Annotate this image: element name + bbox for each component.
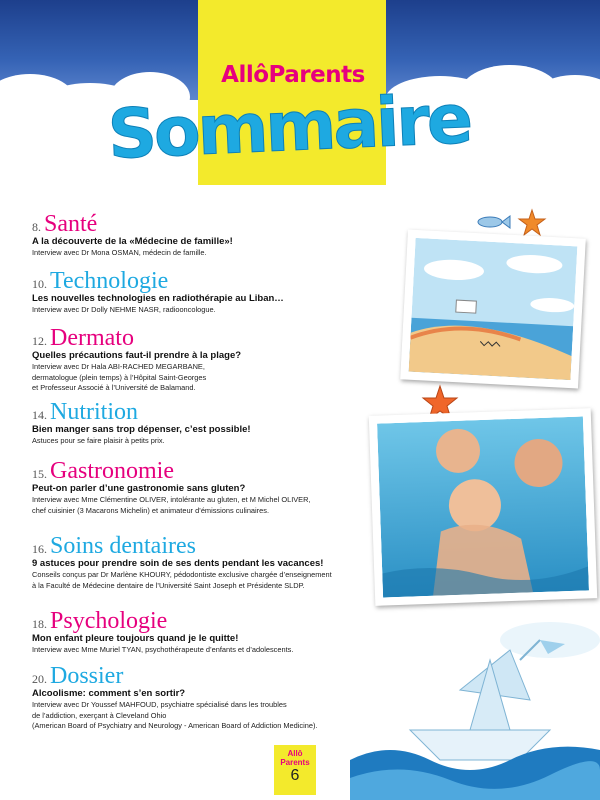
section-page-number: 12. [32,334,47,348]
section-description-line: dermatologue (plein temps) à l’Hôpital Saint-Georges [32,372,207,382]
kids-underwater-photo [369,408,597,606]
section-title: Psychologie [50,608,168,634]
footer-logo-line1: Allô [287,749,303,758]
section-description-line: Interview avec Dr Dolly NEHME NASR, radiooncologue. [32,305,216,314]
section-page-number: 8. [32,220,41,234]
section-page-number: 18. [32,617,47,631]
section-title: Soins dentaires [50,533,196,559]
footer-logo-line2: Parents [280,758,310,767]
section-heading [32,609,293,633]
section-page-number: 10. [32,277,47,291]
magazine-logo: AllôParents [221,62,365,88]
section-page-number: 15. [32,467,47,481]
page-title: Sommaire [106,80,472,175]
toc-section [32,534,332,591]
section-description-line: Interview avec Dr Mona OSMAN, médecin de famille. [32,248,207,257]
toc-section [32,609,293,656]
section-title: Santé [44,211,98,237]
section-subtitle: Quelles précautions faut-il prendre à la plage? [32,350,242,361]
section-title: Technologie [50,268,169,294]
section-page-number: 16. [32,542,47,556]
section-subtitle: Peut-on parler d’une gastronomie sans gluten? [32,483,246,494]
section-description-line: à la Faculté de Médecine dentaire de l’Université Saint Joseph et Présidente SLDP. [32,580,305,590]
section-title: Gastronomie [50,458,174,484]
section-description-line: Interview avec Dr Youssef MAHFOUD, psychiatre spécialisé dans les troubles [32,700,287,709]
section-description-line: chef cuisinier (3 Macarons Michelin) et animateur d’émissions culinaires. [32,505,270,515]
section-subtitle: Les nouvelles technologies en radiothérapie au Liban… [32,293,284,304]
section-description-line: Interview avec Mme Clémentine OLIVER, intolérante au gluten, et M Michel OLIVER, [32,495,311,504]
beach-illustration [400,229,586,388]
section-subtitle: A la découverte de la «Médecine de famille»! [32,236,233,247]
section-description-line: Interview avec Dr Hala ABI-RACHED MEGARBANE, [32,362,205,371]
section-title: Dossier [50,663,124,689]
section-heading [32,212,233,236]
section-heading [32,459,311,483]
toc-section [32,269,284,316]
section-heading [32,534,332,558]
toc-section [32,664,318,732]
section-description-line: Interview avec Mme Muriel TYAN, psychothérapeute d’enfants et d’adolescents. [32,645,294,654]
section-heading [32,664,318,688]
section-heading [32,400,251,424]
paper-boat-sea-decoration [350,620,600,800]
section-title: Dermato [50,325,134,351]
toc-section [32,459,311,516]
section-subtitle: Alcoolisme: comment s’en sortir? [32,688,186,699]
section-description-line: Conseils conçus par Dr Marlène KHOURY, pédodontiste exclusive chargée d’enseignement [32,570,332,579]
page-number-badge [274,745,316,795]
section-subtitle: 9 astuces pour prendre soin de ses dents pendant les vacances! [32,558,324,569]
section-description-line: et Professeur Associé à l’Université de Balamand. [32,383,196,392]
section-heading [32,269,284,293]
toc-section [32,400,251,447]
section-page-number: 14. [32,408,47,422]
toc-section [32,326,241,394]
section-description-line: Astuces pour se faire plaisir à petits prix. [32,436,165,445]
section-heading [32,326,241,350]
section-description-line: (American Board of Psychiatry and Neurology - American Board of Addiction Medicine). [32,721,318,730]
section-subtitle: Mon enfant pleure toujours quand je le quitte! [32,633,239,644]
page-number: 6 [290,767,300,784]
section-description-line: de l’addiction, exerçant à Cleveland Ohio [32,710,167,720]
section-subtitle: Bien manger sans trop dépenser, c’est possible! [32,424,251,435]
section-page-number: 20. [32,672,47,686]
section-title: Nutrition [50,399,138,425]
toc-section [32,212,233,259]
